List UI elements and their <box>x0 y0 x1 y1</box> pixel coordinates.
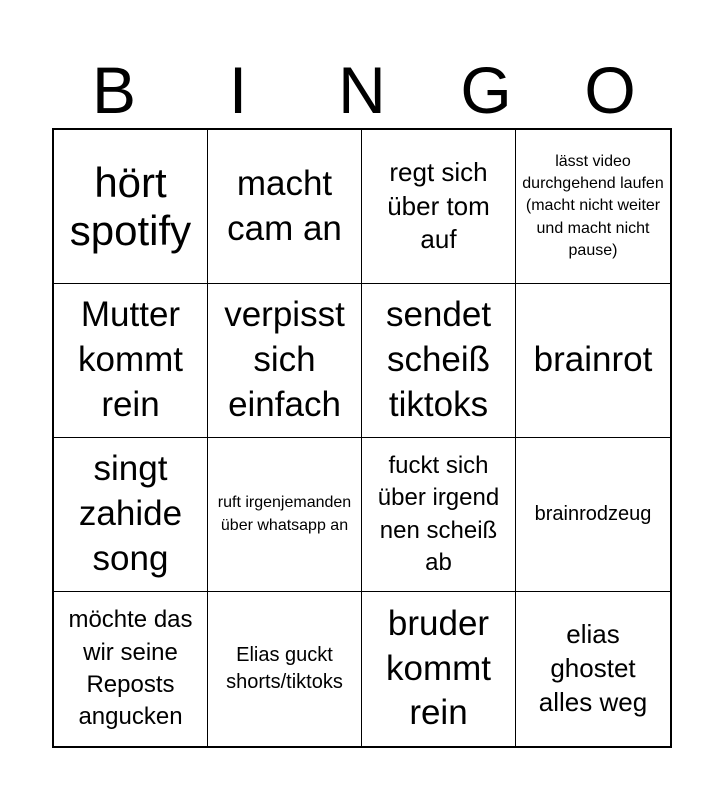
bingo-header <box>52 52 672 128</box>
bingo-cell[interactable] <box>362 130 516 284</box>
header-letter-n: N <box>338 53 386 127</box>
cell-text: fuckt sich über irgend nen scheiß ab <box>377 451 500 576</box>
cell-text: möchte das wir seine Reposts angucken <box>68 606 193 731</box>
cell-text: singt zahide song <box>78 449 183 578</box>
cell-text: regt sich über tom auf <box>387 156 490 255</box>
cell-text: verpisst sich einfach <box>224 295 345 424</box>
cell-text: elias ghostet alles weg <box>538 619 648 717</box>
cell-text: Elias guckt shorts/tiktoks <box>226 644 343 693</box>
cell-text: hört spotify <box>69 159 192 254</box>
cell-text: Mutter kommt rein <box>78 295 183 424</box>
bingo-cell[interactable] <box>362 284 516 438</box>
bingo-cell[interactable] <box>208 130 362 284</box>
cell-text: lässt video durchgehend laufen (macht nicht weiter und macht nicht pause) <box>522 152 664 260</box>
bingo-cell[interactable] <box>208 592 362 746</box>
bingo-cell[interactable] <box>54 592 208 746</box>
header-letter-i: I <box>228 53 248 127</box>
bingo-cell[interactable] <box>362 592 516 746</box>
header-letter-b: B <box>91 53 137 127</box>
header-letter-g: G <box>460 53 512 127</box>
bingo-cell[interactable] <box>362 438 516 592</box>
bingo-cell[interactable] <box>208 284 362 438</box>
bingo-board <box>52 128 672 748</box>
bingo-cell[interactable] <box>516 130 670 284</box>
header-letter-o: O <box>584 53 636 127</box>
cell-text: ruft irgenjemanden über whatsapp an <box>217 494 352 534</box>
bingo-cell[interactable] <box>516 438 670 592</box>
cell-text: brainrodzeug <box>534 503 652 525</box>
bingo-cell[interactable] <box>54 438 208 592</box>
bingo-cell[interactable] <box>208 438 362 592</box>
bingo-cell[interactable] <box>54 284 208 438</box>
cell-text: sendet scheiß tiktoks <box>385 295 492 424</box>
bingo-cell[interactable] <box>516 284 670 438</box>
bingo-cell[interactable] <box>54 130 208 284</box>
cell-text: macht cam an <box>227 163 342 248</box>
cell-text: bruder kommt rein <box>386 603 491 733</box>
bingo-cell[interactable] <box>516 592 670 746</box>
cell-text: brainrot <box>533 340 653 380</box>
